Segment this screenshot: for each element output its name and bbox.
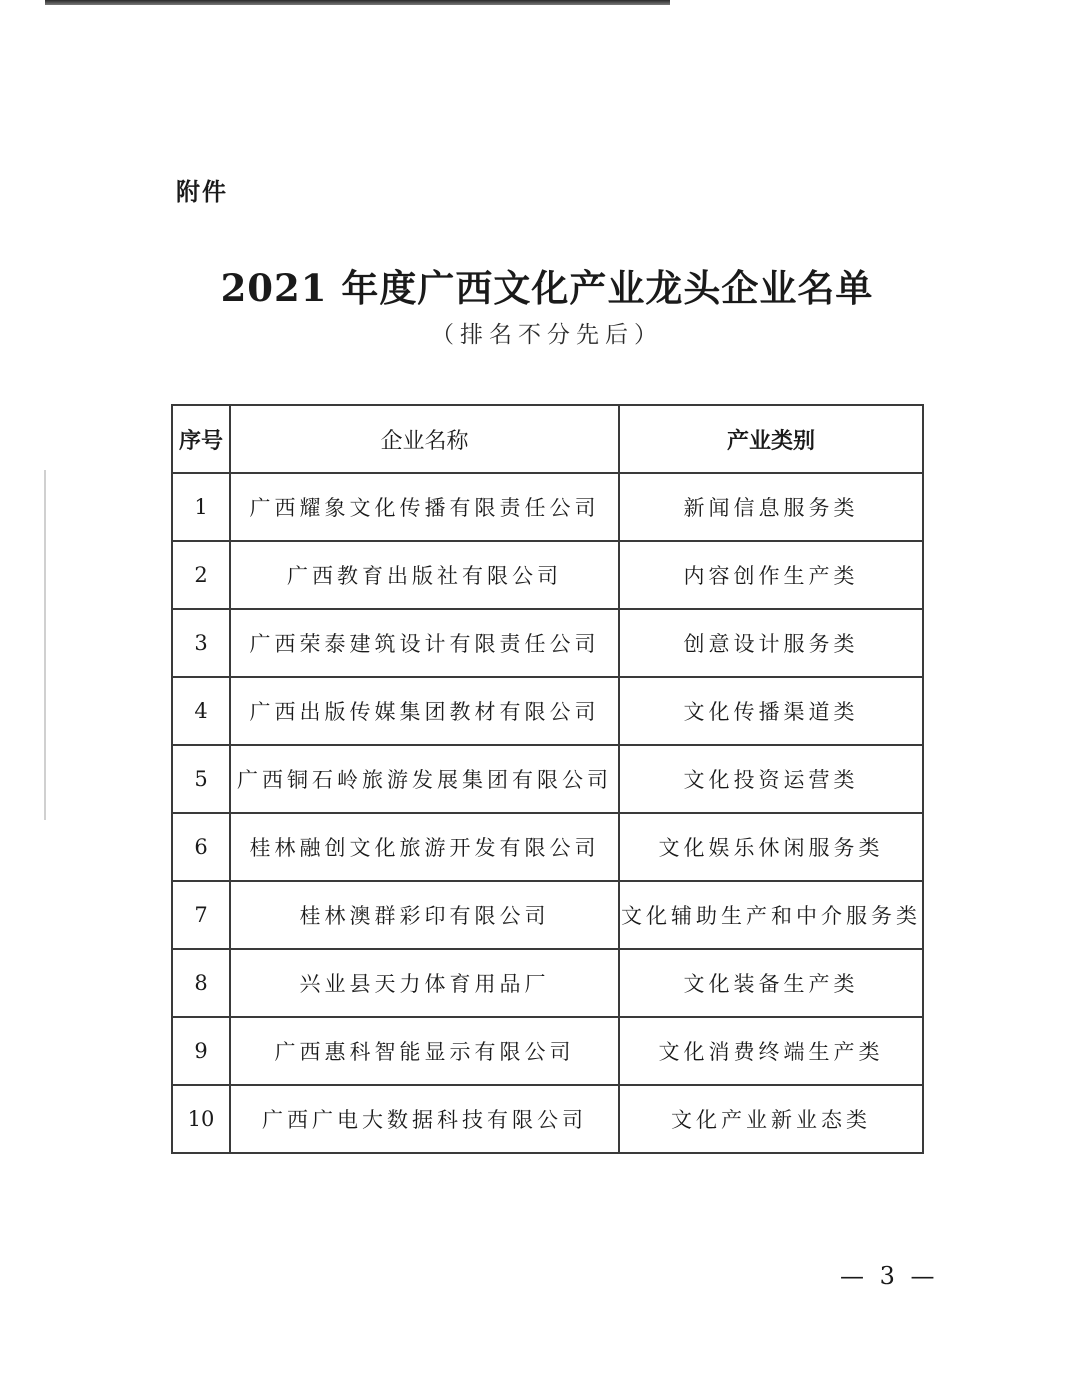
table-row: [172, 813, 923, 881]
industry-category: 创意设计服务类: [619, 609, 923, 677]
attachment-label: 附件: [176, 178, 228, 206]
company-name: 广西出版传媒集团教材有限公司: [230, 677, 619, 745]
table-row: [172, 745, 923, 813]
industry-category: 文化装备生产类: [619, 949, 923, 1017]
table-row: [172, 609, 923, 677]
table-row: [172, 1017, 923, 1085]
row-number: 4: [172, 677, 230, 745]
company-name: 广西惠科智能显示有限公司: [230, 1017, 619, 1085]
company-name: 广西广电大数据科技有限公司: [230, 1085, 619, 1153]
company-name: 桂林澳群彩印有限公司: [230, 881, 619, 949]
company-name: 广西教育出版社有限公司: [230, 541, 619, 609]
column-header-company: 企业名称: [230, 405, 619, 473]
column-header-category: 产业类别: [619, 405, 923, 473]
document-subtitle: （排名不分先后）: [431, 322, 663, 348]
table-row: [172, 949, 923, 1017]
row-number: 3: [172, 609, 230, 677]
table-row: [172, 473, 923, 541]
industry-category: 文化娱乐休闲服务类: [619, 813, 923, 881]
company-name: 广西耀象文化传播有限责任公司: [230, 473, 619, 541]
document-title: 2021 年度广西文化产业龙头企业名单: [220, 266, 874, 310]
table-header-row: [172, 405, 923, 473]
industry-category: 文化消费终端生产类: [619, 1017, 923, 1085]
industry-category: 文化投资运营类: [619, 745, 923, 813]
company-name: 兴业县天力体育用品厂: [230, 949, 619, 1017]
company-name: 广西铜石岭旅游发展集团有限公司: [230, 745, 619, 813]
column-header-number: 序号: [172, 405, 230, 473]
scan-edge-shadow: [45, 0, 670, 5]
industry-category: 文化传播渠道类: [619, 677, 923, 745]
row-number: 2: [172, 541, 230, 609]
table-row: [172, 541, 923, 609]
company-name: 广西荣泰建筑设计有限责任公司: [230, 609, 619, 677]
enterprise-table: [171, 404, 922, 1154]
table-row: [172, 677, 923, 745]
row-number: 5: [172, 745, 230, 813]
row-number: 6: [172, 813, 230, 881]
row-number: 10: [172, 1085, 230, 1153]
row-number: 1: [172, 473, 230, 541]
industry-category: 文化辅助生产和中介服务类: [619, 881, 923, 949]
table-row: [172, 881, 923, 949]
row-number: 8: [172, 949, 230, 1017]
company-name: 桂林融创文化旅游开发有限公司: [230, 813, 619, 881]
table-row: [172, 1085, 923, 1153]
scan-side-shadow: [44, 470, 46, 820]
row-number: 7: [172, 881, 230, 949]
industry-category: 新闻信息服务类: [619, 473, 923, 541]
page-number: — 3 —: [840, 1262, 939, 1290]
industry-category: 内容创作生产类: [619, 541, 923, 609]
row-number: 9: [172, 1017, 230, 1085]
industry-category: 文化产业新业态类: [619, 1085, 923, 1153]
